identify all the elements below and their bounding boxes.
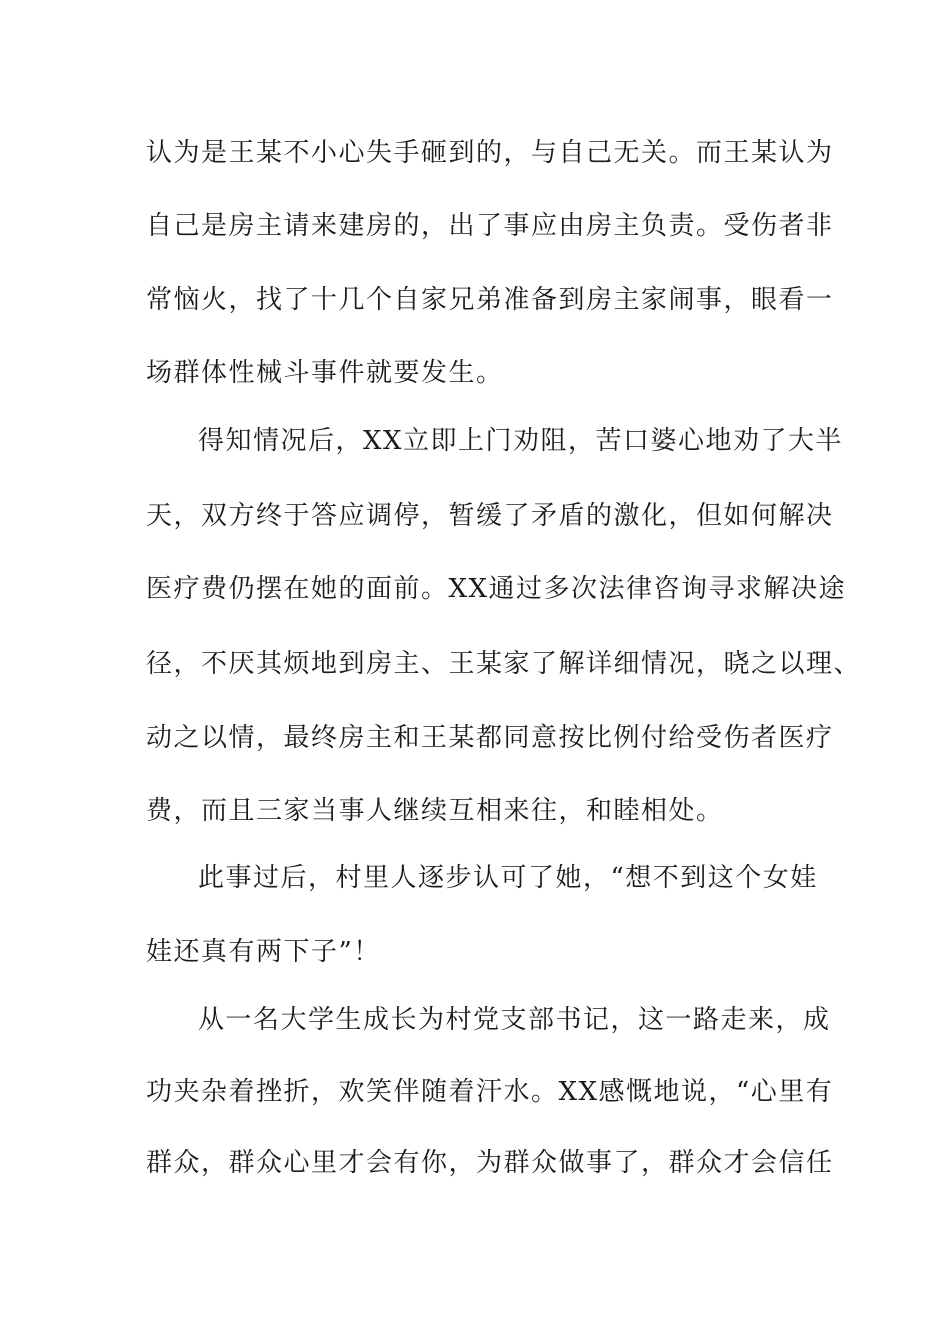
text-line: 娃还真有两下子”！ <box>146 937 381 967</box>
text-line: 径，不厌其烦地到房主、王某家了解详细情况，晓之以理、 <box>146 649 862 679</box>
paragraph-first-line: 得知情况后，XX立即上门劝阻，苦口婆心地劝了大半 <box>198 426 844 456</box>
paragraph-first-line: 此事过后，村里人逐步认可了她，“想不到这个女娃 <box>198 863 818 893</box>
text-line: 场群体性械斗事件就要发生。 <box>146 358 504 388</box>
text-line: 天，双方终于答应调停，暂缓了矛盾的激化，但如何解决 <box>146 501 834 531</box>
text-line: 费，而且三家当事人继续互相来往，和睦相处。 <box>146 796 724 826</box>
text-line: 认为是王某不小心失手砸到的，与自己无关。而王某认为 <box>146 138 834 168</box>
text-line: 动之以情，最终房主和王某都同意按比例付给受伤者医疗 <box>146 723 834 753</box>
paragraph-first-line: 从一名大学生成长为村党支部书记，这一路走来，成 <box>198 1005 831 1035</box>
text-line: 医疗费仍摆在她的面前。XX通过多次法律咨询寻求解决途 <box>146 574 847 604</box>
text-line: 自己是房主请来建房的，出了事应由房主负责。受伤者非 <box>146 211 834 241</box>
text-line: 常恼火，找了十几个自家兄弟准备到房主家闹事，眼看一 <box>146 285 834 315</box>
text-line: 功夹杂着挫折，欢笑伴随着汗水。XX感慨地说，“心里有 <box>146 1077 834 1107</box>
text-line: 群众，群众心里才会有你，为群众做事了，群众才会信任 <box>146 1148 834 1178</box>
